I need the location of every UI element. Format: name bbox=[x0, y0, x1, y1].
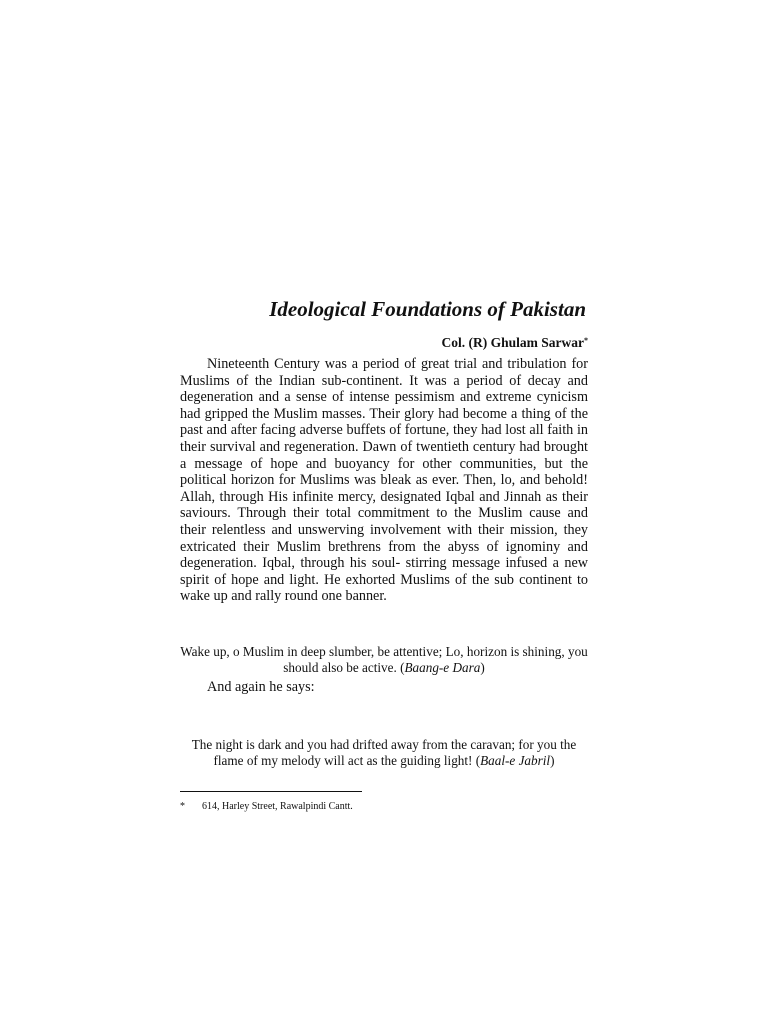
verse-2-source: Baal-e Jabril bbox=[480, 752, 551, 768]
footnote bbox=[180, 800, 588, 814]
footnote-text: 614, Harley Street, Rawalpindi Cantt. bbox=[202, 800, 353, 812]
verse-2-close: ) bbox=[550, 752, 555, 768]
interlude-line: And again he says: bbox=[207, 678, 315, 695]
author-name: Col. (R) Ghulam Sarwar bbox=[441, 335, 584, 350]
article bbox=[180, 294, 588, 814]
verse-1-close: ) bbox=[480, 659, 485, 675]
body-paragraph: Nineteenth Century was a period of great trial and tribulation for Muslims of the Indian sub-continent. It was a period of decay and degeneration and a sense of intense pessimism and extreme cynicism had gripped the Muslim masses. Their glory had become a thing of the past and after facing adverse buffets of fortune, they had lost all faith in their survival and regeneration. Dawn of twentieth century had brought a message of hope and buoyancy for other communities, but the political horizon for Muslims was bleak as ever. Then, lo, and behold! Allah, through His infinite mercy, designated Iqbal and Jinnah as their saviours. Through their total commitment to the Muslim cause and their relentless and unswerving involvement with their mission, they extricated their Muslim brethrens from the abyss of ignominy and degeneration. Iqbal, through his soul- stirring message infused a new spirit of hope and light. He exhorted Muslims of the sub continent to wake up and rally round one banner. bbox=[180, 356, 588, 605]
verse-1-text: Wake up, o Muslim in deep slumber, be attentive; Lo, horizon is shining, you should also be active. ( bbox=[180, 643, 588, 675]
verse-quote-2 bbox=[180, 737, 588, 769]
footnote-mark: * bbox=[180, 800, 185, 812]
author-line bbox=[180, 334, 588, 352]
verse-2-text: The night is dark and you had drifted away from the caravan; for you the flame of my melody will act as the guiding light! ( bbox=[191, 736, 577, 768]
article-title: Ideological Foundations of Pakistan bbox=[269, 297, 586, 321]
verse-1-source: Baang-e Dara bbox=[404, 659, 481, 675]
author-footnote-mark: * bbox=[584, 336, 588, 345]
footnote-divider bbox=[180, 791, 362, 792]
verse-quote-1 bbox=[180, 644, 588, 676]
